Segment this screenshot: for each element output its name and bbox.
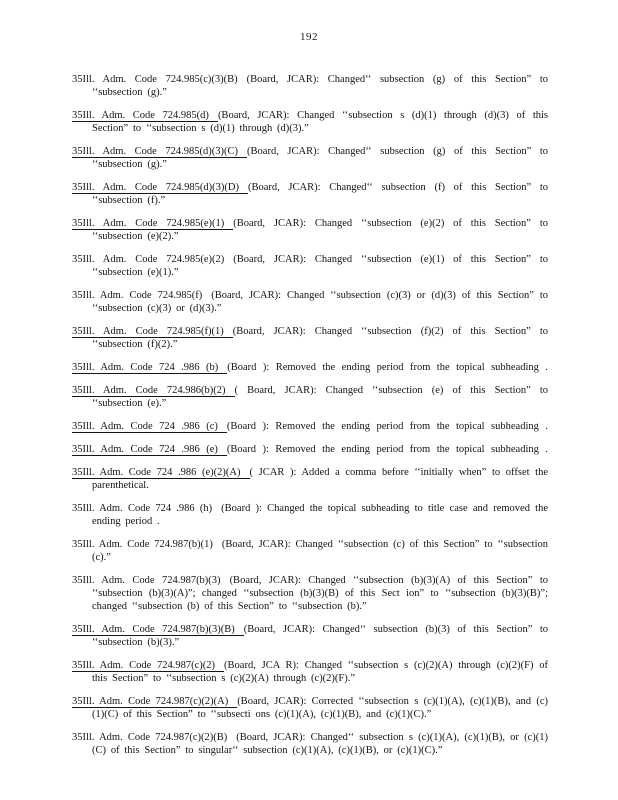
entry-citation: 35Ill. Adm. Code 724.985(f) <box>72 290 203 301</box>
amendment-entry <box>72 420 548 433</box>
entry-text: (Board, JCAR): Changed‘‘ subsection (b)(3) of this Section” to ‘‘subsection (b)(3).” <box>92 624 548 648</box>
entry-text: (Board ): Removed the ending period from the topical subheading . <box>226 444 548 455</box>
amendment-entry <box>72 73 548 99</box>
entry-citation: 35Ill. Adm. Code 724.985(d)(3)(D) <box>72 182 248 194</box>
amendment-entry <box>72 109 548 135</box>
entry-citation: 35Ill. Adm. Code 724 .986 (e) <box>72 444 227 456</box>
entry-text: (Board, JCAR): Corrected ‘‘subsection s (c)(1)(A), (c)(1)(B), and (c)(1)(C) of this Section” to ‘‘subsecti ons (c)(1)(A), (c)(1)(B), and (c)(1)(C).” <box>92 696 548 720</box>
amendment-entry <box>72 253 548 279</box>
amendment-entry <box>72 361 548 374</box>
entry-text: (Board, JCAR): Changed‘‘ subsection (g) of this Section” to ‘‘subsection (g).” <box>92 146 548 170</box>
amendment-entry <box>72 623 548 649</box>
amendment-entry <box>72 384 548 410</box>
page-number: 192 <box>300 31 318 43</box>
entry-citation: 35Ill. Adm. Code 724 .986 (c) <box>72 421 227 433</box>
amendment-entry <box>72 145 548 171</box>
entry-citation: 35Ill. Adm. Code 724.987(c)(2) <box>72 660 224 672</box>
entry-text: (Board, JCAR): Changed‘‘ subsection (f) of this Section” to ‘‘subsection (f).” <box>92 182 548 206</box>
amendment-entry <box>72 731 548 757</box>
entry-citation: 35Ill. Adm. Code 724.985(d)(3)(C) <box>72 146 247 158</box>
entry-citation: 35Ill. Adm. Code 724.986(b)(2) <box>72 385 235 397</box>
amendment-entry <box>72 502 548 528</box>
entry-citation: 35Ill. Adm. Code 724.985(f)(1) <box>72 326 233 338</box>
entry-citation: 35Ill. Adm. Code 724.987(c)(2)(A) <box>72 696 237 708</box>
amendment-entry <box>72 538 548 564</box>
entry-text: (Board, JCAR): Changed‘‘ subsection (g) of this Section” to ‘‘subsection (g).” <box>92 74 548 98</box>
entry-text: (Board, JCAR): Changed ‘‘subsection s (d)(1) through (d)(3) of this Section” to ‘‘subsection s (d)(1) through (d)(3).” <box>92 110 548 134</box>
entry-citation: 35Ill. Adm. Code 724.987(b)(1) <box>72 539 213 550</box>
amendment-entry <box>72 289 548 315</box>
entry-text: ( Board, JCAR): Changed ‘‘subsection (e) of this Section” to ‘‘subsection (e).” <box>92 385 548 409</box>
entry-citation: 35Ill. Adm. Code 724.987(b)(3)(B) <box>72 624 244 636</box>
entry-citation: 35Ill. Adm. Code 724 .986 (e)(2)(A) <box>72 467 250 479</box>
entry-text: (Board, JCAR): Changed ‘‘subsection (b)(3)(A) of this Section” to ‘‘subsection (b)(3)(A)”; changed ‘‘subsection (b)(3)(B) of this Sect ion” to ‘‘subsection (b)(3)(B)”; changed ‘‘subsection (b) of this Section” to ‘‘subsection (b).” <box>92 575 548 612</box>
amendment-entry <box>72 659 548 685</box>
entry-text: (Board ): Removed the ending period from the topical subheading . <box>226 421 548 432</box>
entry-citation: 35Ill. Adm. Code 724.985(e)(1) <box>72 218 233 230</box>
entry-text: (Board, JCAR): Changed ‘‘subsection (e)(2) of this Section” to ‘‘subsection (e)(2).” <box>92 218 548 242</box>
entry-text: (Board, JCA R): Changed ‘‘subsection s (c)(2)(A) through (c)(2)(F) of this Section” to ‘‘subsection s (c)(2)(A) through (c)(2)(F).” <box>92 660 548 684</box>
entry-text: (Board, JCAR): Changed‘‘ subsection s (c)(1)(A), (c)(1)(B), or (c)(1)(C) of this Section” to singular‘‘ subsection (c)(1)(A), (c)(1)(B), or (c)(1)(C).” <box>92 732 548 756</box>
entry-citation: 35Ill. Adm. Code 724.987(c)(2)(B) <box>72 732 228 743</box>
entry-citation: 35Ill. Adm. Code 724.985(e)(2) <box>72 254 225 265</box>
entry-text: (Board ): Removed the ending period from the topical subheading . <box>227 362 548 373</box>
amendment-entry <box>72 217 548 243</box>
entry-citation: 35Ill. Adm. Code 724.985(d) <box>72 110 218 122</box>
amendment-entry <box>72 443 548 456</box>
entry-text: ( JCAR ): Added a comma before ‘‘initially when” to offset the parenthetical. <box>92 467 548 491</box>
amendment-entry <box>72 181 548 207</box>
entry-text: (Board ): Changed the topical subheading to title case and removed the ending period . <box>92 503 548 527</box>
entry-citation: 35Ill. Adm. Code 724.987(b)(3) <box>72 575 221 586</box>
entry-citation: 35Ill. Adm. Code 724 .986 (h) <box>72 503 213 514</box>
entry-list <box>0 73 618 757</box>
entry-citation: 35Ill. Adm. Code 724.985(c)(3)(B) <box>72 74 238 85</box>
entry-text: (Board, JCAR): Changed ‘‘subsection (f)(2) of this Section” to ‘‘subsection (f)(2).” <box>92 326 548 350</box>
amendment-entry <box>72 325 548 351</box>
entry-text: (Board, JCAR): Changed ‘‘subsection (c) of this Section” to ‘‘subsection (c).” <box>92 539 548 563</box>
amendment-entry <box>72 574 548 613</box>
amendment-entry <box>72 466 548 492</box>
entry-text: (Board, JCAR): Changed ‘‘subsection (e)(1) of this Section” to ‘‘subsection (e)(1).” <box>92 254 548 278</box>
entry-text: (Board, JCAR): Changed ‘‘subsection (c)(3) or (d)(3) of this Section” to ‘‘subsection (c)(3) or (d)(3).” <box>92 290 549 314</box>
entry-citation: 35Ill. Adm. Code 724 .986 (b) <box>72 362 227 374</box>
amendment-entry <box>72 695 548 721</box>
